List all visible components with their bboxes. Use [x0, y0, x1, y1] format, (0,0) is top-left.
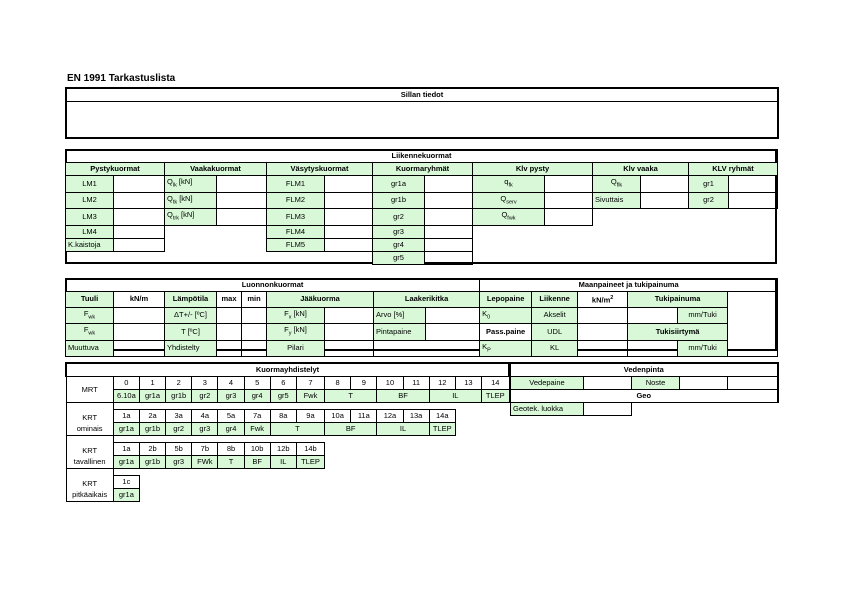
label-cell: gr1 — [689, 176, 729, 193]
col-header: Tuuli — [66, 292, 114, 308]
label-cell: K.kaistoja — [66, 238, 114, 251]
combo-number: 14b — [296, 443, 324, 456]
col-header: Klv vaaka — [593, 163, 689, 176]
combo-value: IL — [429, 390, 481, 403]
input-cell[interactable] — [114, 238, 165, 251]
label-cell: $K_P$ — [480, 340, 532, 357]
col-header: Liikenne — [532, 292, 578, 308]
combo-value: TLEP — [296, 456, 324, 469]
input-cell[interactable] — [425, 209, 473, 226]
input-cell[interactable] — [729, 176, 778, 193]
label-cell: KL — [532, 340, 578, 357]
label-cell: $Q_{fwk}$ — [473, 209, 545, 226]
combo-number: 1a — [113, 443, 139, 456]
label-cell: FLM1 — [267, 176, 325, 193]
vedenpinta-table — [510, 362, 779, 416]
label-cell: Pintapaine — [374, 324, 426, 341]
col-header: $kN/m^2$ — [578, 292, 628, 308]
label-cell: $q_{fk}$ — [473, 176, 545, 193]
input-cell[interactable] — [217, 192, 267, 209]
liikennekuormat-table — [65, 149, 778, 265]
col-header: Tukipainuma — [628, 292, 728, 308]
input-cell[interactable] — [217, 176, 267, 193]
label-cell: ΔT+/- [ºC] — [165, 307, 217, 324]
input-cell[interactable] — [545, 192, 593, 209]
unit-cell: mm/Tuki — [678, 307, 728, 324]
row-label: KRT pitkäaikais — [66, 469, 113, 502]
input-cell[interactable] — [114, 307, 165, 324]
input-cell[interactable] — [729, 192, 778, 209]
combo-value: IL — [270, 456, 296, 469]
combo-value: gr2 — [166, 423, 192, 436]
row-label: KRT tavallinen — [66, 436, 113, 469]
label-cell: Muuttuva — [66, 340, 114, 357]
combo-number: 2a — [139, 410, 165, 423]
input-cell[interactable] — [628, 307, 678, 324]
combo-value: BF — [325, 423, 377, 436]
combo-number: 7 — [296, 377, 324, 390]
combo-number: 3 — [192, 377, 218, 390]
input-cell[interactable] — [545, 176, 593, 193]
label-cell: gr2 — [689, 192, 729, 209]
combo-value: T — [270, 423, 324, 436]
combo-number: 14 — [482, 377, 510, 390]
input-cell[interactable] — [578, 307, 628, 324]
input-cell[interactable] — [425, 176, 473, 193]
combo-value: gr2 — [192, 390, 218, 403]
input-cell[interactable] — [425, 251, 473, 264]
input-cell[interactable] — [425, 225, 473, 238]
col-header: Lepopaine — [480, 292, 532, 308]
combo-value: IL — [377, 423, 429, 436]
combo-number: 12a — [377, 410, 403, 423]
label-cell: gr5 — [373, 251, 425, 264]
label-cell: FLM2 — [267, 192, 325, 209]
row-label: KRT ominais — [66, 403, 113, 436]
combo-number: 1c — [113, 476, 139, 489]
input-cell[interactable] — [325, 176, 373, 193]
combo-number: 5 — [244, 377, 270, 390]
combo-number: 8a — [270, 410, 296, 423]
combo-value: gr3 — [192, 423, 218, 436]
input-cell[interactable] — [325, 307, 374, 324]
combo-value: BF — [244, 456, 270, 469]
combo-number: 7a — [244, 410, 270, 423]
combo-number: 4a — [192, 410, 218, 423]
label-cell: UDL — [532, 324, 578, 341]
label-cell: LM1 — [66, 176, 114, 193]
label-cell: gr1b — [373, 192, 425, 209]
sillan-tiedot-field[interactable] — [66, 102, 778, 139]
combo-number: 8 — [325, 377, 351, 390]
label-cell: Pilari — [267, 340, 325, 357]
label-cell: T [ºC] — [165, 324, 217, 341]
input-cell[interactable] — [114, 209, 165, 226]
combo-value: gr4 — [218, 423, 244, 436]
col-header: Laakerikitka — [374, 292, 480, 308]
label-cell: $Q_{lk}$ [kN] — [165, 176, 217, 193]
input-cell[interactable] — [217, 307, 242, 324]
col-header: Kuormaryhmät — [373, 163, 473, 176]
combo-value: FWk — [192, 456, 218, 469]
label-cell: LM3 — [66, 209, 114, 226]
row-label: MRT — [66, 377, 113, 403]
input-cell[interactable] — [578, 324, 628, 341]
combo-number: 2 — [166, 377, 192, 390]
input-cell[interactable] — [641, 192, 689, 209]
col-header: Väsytyskuormat — [267, 163, 373, 176]
section-header: Geo — [511, 390, 778, 403]
combo-value: Fwk — [296, 390, 324, 403]
input-cell[interactable] — [242, 307, 267, 324]
input-cell[interactable] — [584, 403, 632, 416]
label-cell: $Q_{flk}$ — [593, 176, 641, 193]
combo-value: gr3 — [166, 456, 192, 469]
input-cell[interactable] — [584, 377, 632, 390]
combo-value: T — [218, 456, 244, 469]
combo-value: gr5 — [270, 390, 296, 403]
combo-number: 14a — [429, 410, 455, 423]
col-header: Jääkuorma — [267, 292, 374, 308]
combo-value: gr1a — [113, 456, 139, 469]
combo-number: 5b — [166, 443, 192, 456]
label-cell: FLM3 — [267, 209, 325, 226]
luonnonkuormat-table — [65, 278, 778, 357]
input-cell[interactable] — [242, 324, 267, 341]
input-cell[interactable] — [325, 209, 373, 226]
section-header: Vedenpinta — [511, 363, 778, 377]
input-cell[interactable] — [545, 209, 593, 226]
label-cell: $F_y$ [kN] — [267, 324, 325, 341]
input-cell[interactable] — [578, 340, 628, 357]
label-cell: gr1a — [373, 176, 425, 193]
label-cell: $Q_{tk}$ [kN] — [165, 192, 217, 209]
input-cell[interactable] — [217, 340, 242, 357]
combo-value: gr1a — [113, 489, 139, 502]
label-cell: Arvo [%] — [374, 307, 426, 324]
input-cell[interactable] — [325, 324, 374, 341]
col-header: max — [217, 292, 242, 308]
col-header: kN/m — [114, 292, 165, 308]
combo-number: 3a — [166, 410, 192, 423]
combo-value: gr1b — [139, 456, 165, 469]
input-cell[interactable] — [217, 324, 242, 341]
input-cell[interactable] — [628, 340, 678, 357]
combo-number: 12 — [429, 377, 455, 390]
label-cell: LM2 — [66, 192, 114, 209]
input-cell[interactable] — [680, 377, 728, 390]
label-cell: FLM5 — [267, 238, 325, 251]
col-header: min — [242, 292, 267, 308]
page-title: EN 1991 Tarkastuslista — [67, 73, 176, 84]
section-header: Sillan tiedot — [66, 88, 778, 102]
combo-number: 10 — [377, 377, 403, 390]
label-cell: gr3 — [373, 225, 425, 238]
combo-number: 13 — [455, 377, 481, 390]
combo-number: 11a — [351, 410, 377, 423]
combo-number: 0 — [113, 377, 139, 390]
label-cell: Tukisiirtymä — [628, 324, 728, 341]
combo-value: gr1b — [139, 423, 165, 436]
combo-number: 5a — [218, 410, 244, 423]
input-cell[interactable] — [641, 176, 689, 193]
col-header: Vaakakuormat — [165, 163, 267, 176]
combo-number: 1 — [139, 377, 165, 390]
combo-number: 13a — [403, 410, 429, 423]
input-cell[interactable] — [426, 324, 480, 341]
input-cell[interactable] — [242, 340, 267, 357]
input-cell[interactable] — [114, 192, 165, 209]
section-header: Luonnonkuormat — [66, 279, 480, 292]
combo-number: 2b — [139, 443, 165, 456]
label-cell: Akselit — [532, 307, 578, 324]
combo-value: T — [325, 390, 377, 403]
label-cell: LM4 — [66, 225, 114, 238]
input-cell[interactable] — [325, 340, 374, 357]
combo-number: 6 — [270, 377, 296, 390]
combo-value: gr1b — [166, 390, 192, 403]
input-cell[interactable] — [114, 176, 165, 193]
combo-value: gr1a — [113, 423, 139, 436]
col-header: KLV ryhmät — [689, 163, 778, 176]
combo-value: BF — [377, 390, 429, 403]
label-cell: Vedepaine — [511, 377, 584, 390]
label-cell: $Q_{trk}$ [kN] — [165, 209, 217, 226]
section-header: Kuormayhdistelyt — [66, 363, 509, 377]
combo-value: gr3 — [218, 390, 244, 403]
input-cell[interactable] — [114, 340, 165, 357]
combo-number: 12b — [270, 443, 296, 456]
input-cell[interactable] — [114, 225, 165, 238]
input-cell[interactable] — [217, 209, 267, 226]
label-cell: gr4 — [373, 238, 425, 251]
section-header: Liikennekuormat — [66, 150, 778, 163]
combo-value: TLEP — [482, 390, 510, 403]
input-cell[interactable] — [325, 225, 373, 238]
label-cell: $Q_{serv}$ — [473, 192, 545, 209]
combo-value: TLEP — [429, 423, 455, 436]
combo-value: gr4 — [244, 390, 270, 403]
label-cell: $F_{wk}$ — [66, 324, 114, 341]
combo-number: 1a — [113, 410, 139, 423]
input-cell[interactable] — [425, 238, 473, 251]
label-cell: $F_x$ [kN] — [267, 307, 325, 324]
col-header: Klv pysty — [473, 163, 593, 176]
label-cell: $F_{wk}$ — [66, 307, 114, 324]
label-cell: Noste — [632, 377, 680, 390]
combo-number: 10a — [325, 410, 351, 423]
input-cell[interactable] — [114, 324, 165, 341]
label-cell: gr2 — [373, 209, 425, 226]
combo-number: 9a — [296, 410, 324, 423]
input-cell[interactable] — [426, 307, 480, 324]
label-cell: Pass.paine — [480, 324, 532, 341]
input-cell[interactable] — [325, 192, 373, 209]
col-header: Lämpötila — [165, 292, 217, 308]
label-cell: Sivuttais — [593, 192, 641, 209]
input-cell[interactable] — [374, 340, 480, 357]
col-header: Pystykuormat — [66, 163, 165, 176]
combo-number: 9 — [351, 377, 377, 390]
combo-number: 4 — [218, 377, 244, 390]
section-header: Maanpaineet ja tukipainuma — [480, 279, 778, 292]
combo-number: 7b — [192, 443, 218, 456]
unit-cell: mm/Tuki — [678, 340, 728, 357]
label-cell: $K_0$ — [480, 307, 532, 324]
label-cell: Yhdistelty — [165, 340, 217, 357]
combo-value: Fwk — [244, 423, 270, 436]
input-cell[interactable] — [325, 238, 373, 251]
kuormayhdistelyt-table — [65, 362, 510, 502]
input-cell[interactable] — [425, 192, 473, 209]
combo-value: gr1a — [139, 390, 165, 403]
sillan-tiedot-table — [65, 87, 779, 139]
combo-number: 11 — [403, 377, 429, 390]
combo-value: 6.10a — [113, 390, 139, 403]
label-cell: FLM4 — [267, 225, 325, 238]
combo-number: 8b — [218, 443, 244, 456]
label-cell: Geotek. luokka — [511, 403, 584, 416]
combo-number: 10b — [244, 443, 270, 456]
